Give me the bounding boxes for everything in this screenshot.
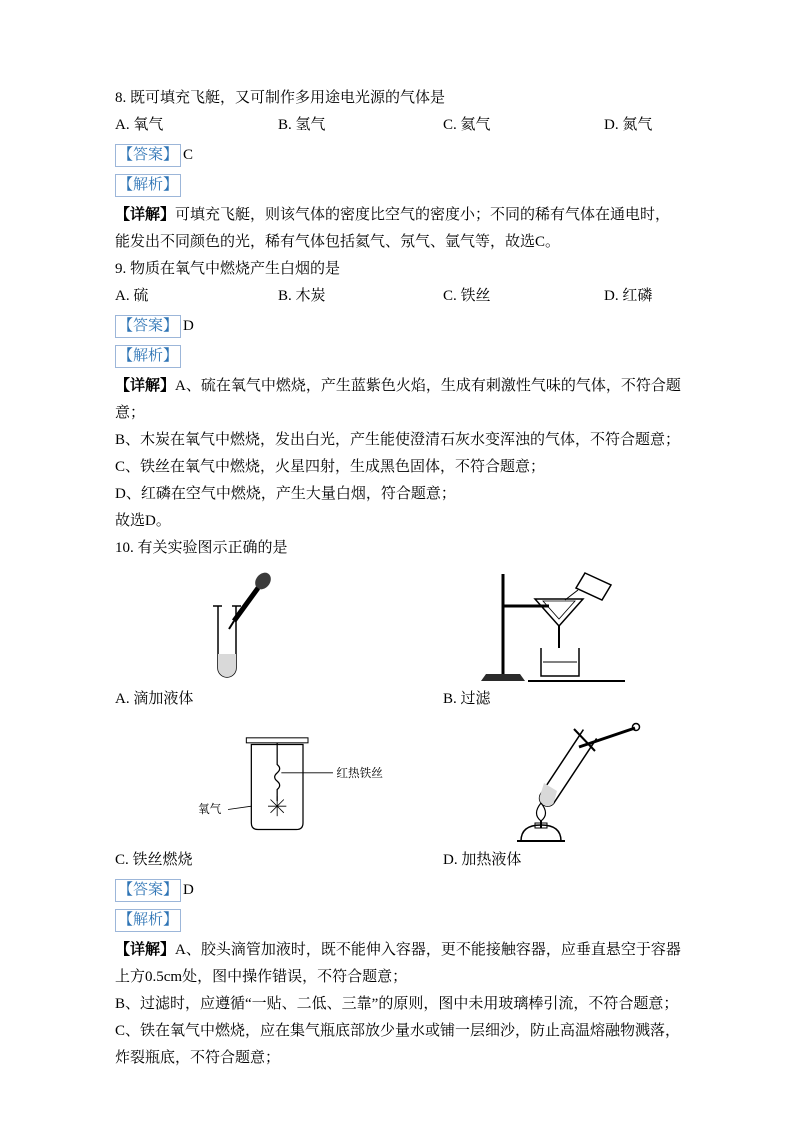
q10-detail-line3: C、铁在氧气中燃烧，应在集气瓶底部放少量水或铺一层细沙，防止高温熔融物溅落，炸裂瓶底，不符合题意；: [115, 1023, 681, 1066]
q9-stem: 9. 物质在氧气中燃烧产生白烟的是: [115, 261, 341, 277]
q10-stem: 10. 有关实验图示正确的是: [115, 540, 288, 556]
dropper-test-tube-figure: [197, 568, 317, 684]
analysis-tag: 【解析】: [115, 174, 181, 197]
analysis-tag: 【解析】: [115, 345, 181, 368]
q9-answer-line: [115, 313, 682, 340]
filtration-figure: [473, 568, 633, 684]
q10-answer-line: [115, 877, 682, 904]
detail-tag: 【详解】: [115, 378, 176, 394]
q9-analysis-line: [115, 343, 682, 370]
answer-tag: 【答案】: [115, 315, 181, 338]
detail-tag: 【详解】: [115, 942, 176, 958]
answer-tag: 【答案】: [115, 879, 181, 902]
q8-option-b: B. 氢气: [278, 117, 326, 133]
q10-figure-a-label: A. 滴加液体: [115, 691, 194, 707]
q9-option-c: C. 铁丝: [443, 288, 491, 304]
q10-figure-row-1: [115, 566, 682, 713]
q10-figure-c: [115, 717, 443, 874]
q9-option-b: B. 木炭: [278, 288, 326, 304]
iron-wire-burning-figure: [193, 719, 443, 845]
q9-detail-line3: C、铁丝在氧气中燃烧，火星四射，生成黑色固体，不符合题意；: [115, 459, 546, 475]
oxygen-annotation: 氧气: [198, 802, 222, 816]
answer-tag: 【答案】: [115, 144, 181, 167]
wire-annotation: 红热铁丝: [336, 767, 383, 780]
q8-option-a: A. 氧气: [115, 117, 164, 133]
heating-liquid-figure: [495, 719, 645, 845]
q10-figure-d: [443, 717, 682, 874]
q8-stem: 8. 既可填充飞艇，又可制作多用途电光源的气体是: [115, 90, 446, 106]
q9-detail-line5: 故选D。: [115, 513, 171, 529]
q8-analysis-line: [115, 172, 682, 199]
analysis-tag: 【解析】: [115, 909, 181, 932]
q9-option-a: A. 硫: [115, 288, 149, 304]
q9-answer-value: D: [183, 318, 194, 334]
q8-answer-line: [115, 142, 682, 169]
q9-option-d: D. 红磷: [604, 288, 653, 304]
q10-figure-row-2: [115, 717, 682, 874]
q8-detail: [115, 202, 682, 256]
q10-detail-line1: [115, 937, 682, 991]
q10-answer-value: D: [183, 882, 194, 898]
spark-icon: [268, 796, 286, 816]
q9-detail-line4: D、红磷在空气中燃烧，产生大量白烟，符合题意；: [115, 486, 456, 502]
q9-options: [115, 283, 682, 310]
q8-options: [115, 112, 682, 139]
q8-answer-value: C: [183, 147, 194, 163]
q10-detail-line2: B、过滤时，应遵循“一贴、二低、三靠”的原则，图中未用玻璃棒引流，不符合题意；: [115, 996, 679, 1012]
q9-detail-text1: A、硫在氧气中燃烧，产生蓝紫色火焰，生成有刺激性气味的气体，不符合题意；: [115, 378, 681, 421]
detail-tag: 【详解】: [115, 207, 176, 223]
q8-detail-text: 可填充飞艇，则该气体的密度比空气的密度小；不同的稀有气体在通电时，能发出不同颜色的光，稀有气体包括氦气、氖气、氩气等，故选C。: [115, 207, 671, 250]
q10-figure-b-label: B. 过滤: [443, 691, 491, 707]
q8-option-c: C. 氦气: [443, 117, 491, 133]
q10-figure-b: [443, 566, 682, 713]
q8-option-d: D. 氮气: [604, 117, 653, 133]
q10-figure-c-label: C. 铁丝燃烧: [115, 852, 193, 868]
q10-figure-d-label: D. 加热液体: [443, 852, 522, 868]
q9-detail-line2: B、木炭在氧气中燃烧，发出白光，产生能使澄清石灰水变浑浊的气体，不符合题意；: [115, 432, 681, 448]
q10-detail-text1: A、胶头滴管加液时，既不能伸入容器，更不能接触容器，应垂直悬空于容器上方0.5cm处，图中操作错误，不符合题意；: [115, 942, 681, 985]
q10-analysis-line: [115, 907, 682, 934]
q9-detail-line1: [115, 373, 682, 427]
q10-figure-a: [115, 566, 443, 713]
